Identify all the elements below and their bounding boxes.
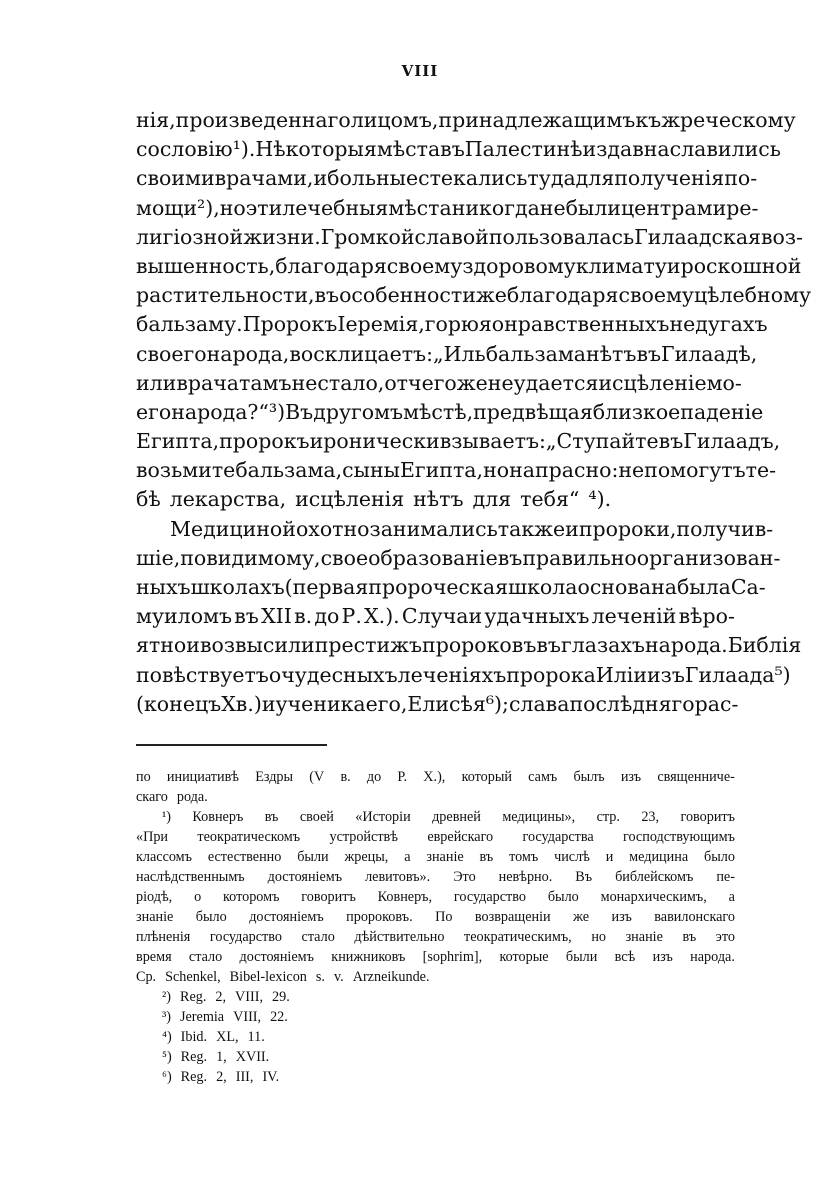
text-line: муиломъ въ XII в. до Р. Х.). Случаи удачныхъ леченій вѣро- (136, 604, 735, 629)
footnote-line: ¹) Ковнеръ въ своей «Исторіи древней медицины», стр. 23, говоритъ (162, 809, 735, 825)
footnote-line: Cp. Schenkel, Bibel-lexicon s. v. Arzneikunde. (136, 969, 430, 985)
footnote-line: время стало достояніемъ книжниковъ [sophrim], которые были всѣ изъ народа. (136, 949, 735, 965)
text-line: Медициной охотно занимались также и пророки, получив- (170, 516, 774, 541)
text-line: шіе, повидимому, свое образованіе въ правильно организован- (136, 545, 781, 570)
text-line: вышенность, благодаря своему здоровому климату и роскошной (136, 253, 802, 278)
footnote-line: ⁵) Reg. 1, XVII. (162, 1049, 270, 1065)
text-line: повѣствуетъ о чудесныхъ леченіяхъ пророка Иліи изъ Гилаада ⁵) (136, 662, 791, 687)
text-line: бѣ лекарства, исцѣленія нѣтъ для тебя“ ⁴). (136, 487, 612, 512)
text-line: растительности, въ особенности же благодаря своему цѣлебному (136, 283, 812, 308)
footnote-line: ⁶) Reg. 2, III, IV. (162, 1069, 280, 1085)
page-number: VIII (401, 62, 439, 80)
footnote-line: плѣненія государство стало дѣйствительно теократическимъ, но знаніе въ это (136, 929, 735, 945)
footnote-line: скаго рода. (136, 789, 208, 805)
text-line: ныхъ школахъ (первая пророческая школа основана была Са- (136, 575, 766, 599)
footnote-line: ²) Reg. 2, VIII, 29. (162, 989, 290, 1005)
text-line: (конецъ Х в.) и ученика его, Елисѣя ⁶); слава послѣдняго рас- (136, 691, 739, 716)
text-line: возьмите бальзама, сыны Египта, но напрасно: не помогутъ те- (136, 458, 777, 483)
text-line: бальзаму. Пророкъ Іеремія, горюя о нравственныхъ недугахъ (136, 312, 768, 337)
footnote-line: ріодѣ, о которомъ говоритъ Ковнеръ, государство было монархическимъ, а (136, 889, 735, 905)
footnote-divider (136, 744, 327, 746)
footnote-line: знаніе было достояніемъ пророковъ. По возвращеніи же изъ вавилонскаго (136, 909, 735, 925)
text-line: своими врачами, и больные стекались туда для полученія по- (136, 166, 758, 191)
text-line: или врача тамъ не стало, отчего же не удается исцѣленіе мо- (136, 370, 742, 395)
footnote-line: ³) Jeremia VIII, 22. (162, 1009, 288, 1025)
text-line: его народа?“ ³) Въ другомъ мѣстѣ, предвѣщая близкое паденіе (136, 399, 764, 424)
footnotes (136, 767, 735, 1087)
footnote-line: классомъ естественно были жрецы, а знаніе въ томъ числѣ и медицина было (136, 849, 735, 865)
text-line: мощи ²), но эти лечебныя мѣста никогда не были центрами ре- (136, 195, 759, 220)
text-line: нія, произведеннаго лицомъ, принадлежащимъ къ жреческому (136, 108, 796, 132)
text-line: Египта, пророкъ иронически взываетъ: „Ступайте въ Гилаадъ, (136, 429, 781, 454)
text-line: ятно и возвысили престижъ пророковъ въ глазахъ народа. Библія (136, 633, 802, 658)
footnote-line: «При теократическомъ устройствѣ еврейскаго государства господствующимъ (136, 829, 735, 845)
footnote-line: по инициативѣ Ездры (V в. до Р. Х.), который самъ былъ изъ священниче- (136, 769, 735, 785)
text-line: лигіозной жизни. Громкой славой пользовалась Гилаадская воз- (136, 224, 803, 249)
footnote-line: ⁴) Ibid. XL, 11. (162, 1029, 265, 1045)
text-line: своего народа, восклицаетъ: „Иль бальзама нѣтъ въ Гилаадѣ, (136, 341, 758, 366)
footnote-line: наслѣдственнымъ достояніемъ левитовъ». Это невѣрно. Въ библейскомъ пе- (136, 869, 735, 885)
text-line: сословію ¹). Нѣкоторыя мѣста въ Палестинѣ издавна славились (136, 137, 781, 162)
main-text (136, 106, 812, 719)
